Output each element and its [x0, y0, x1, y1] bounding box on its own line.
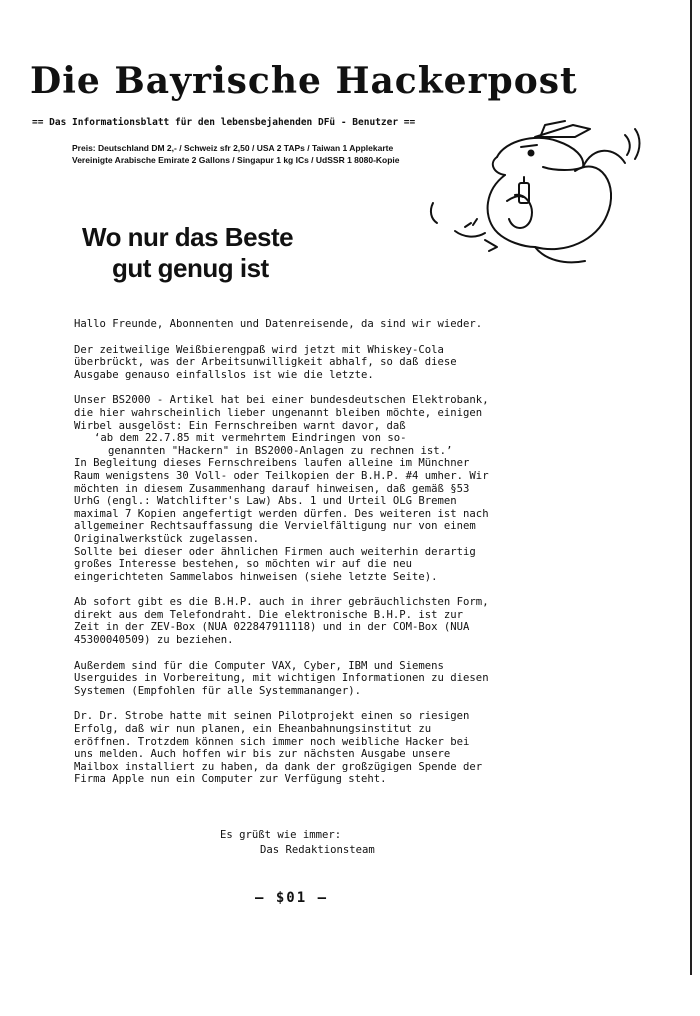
text-line: Raum wenigstens 30 Voll- oder Teilkopien der B.H.P. #4 umher. Wir	[74, 469, 489, 482]
text-line: die hier wahrscheinlich lieber ungenannt bleiben möchte, einigen	[74, 406, 483, 419]
article-body	[74, 318, 600, 799]
cartoon-mascot-illustration	[425, 115, 650, 275]
text-line: 45300040509) zu beziehen.	[74, 634, 234, 647]
headline	[82, 222, 293, 284]
closing-signature	[220, 828, 375, 858]
masthead-subtitle: == Das Informationsblatt für den lebensbejahenden DFü - Benutzer ==	[32, 117, 416, 128]
paragraph-bs2000	[74, 394, 600, 583]
text-line: UrhG (engl.: Watchlifter's Law) Abs. 1 und Urteil OLG Bremen	[74, 495, 457, 508]
text-line: Systemen (Empfohlen für alle Systemmananger).	[74, 684, 362, 697]
page-edge-line	[690, 0, 692, 975]
paragraph-userguides	[74, 660, 600, 698]
text-line: Dr. Dr. Strobe hatte mit seinen Pilotprojekt einen so riesigen	[74, 710, 470, 723]
text-line: ‘ab dem 22.7.85 mit vermehrtem Eindringen von so-	[94, 432, 407, 445]
text-line: Unser BS2000 - Artikel hat bei einer bundesdeutschen Elektrobank,	[74, 394, 489, 407]
text-line: allgemeiner Rechtsauffassung die Vervielfältigung nur von einem	[74, 520, 476, 533]
text-line: Wirbel ausgelöst: Ein Fernschreiben warnt davor, daß	[74, 419, 406, 432]
text-line: Erfolg, daß wir nun planen, ein Eheanbahnungsinstitut zu	[74, 723, 432, 736]
paragraph-strobe	[74, 710, 600, 786]
price-list	[72, 142, 400, 166]
text-line: Mailbox installiert zu haben, da dank der großzügigen Spende der	[74, 760, 483, 773]
headline-line: gut genug ist	[112, 253, 269, 283]
text-line: direkt aus dem Telefondraht. Die elektronische B.H.P. ist zur	[74, 608, 464, 621]
text-line: Userguides in Vorbereitung, mit wichtigen Informationen zu diesen	[74, 672, 489, 685]
text-line: möchten in diesem Zusammenhang darauf hinweisen, daß gemäß §53	[74, 482, 470, 495]
text-line: Zeit in der ZEV-Box (NUA 022847911118) und in der COM-Box (NUA	[74, 621, 470, 634]
headline-line: Wo nur das Beste	[82, 222, 294, 252]
price-line: Vereinigte Arabische Emirate 2 Gallons / Singapur 1 kg ICs / UdSSR 1 8080-Kopie	[72, 155, 400, 165]
text-line: Ausgabe genauso einfallslos ist wie die letzte.	[74, 368, 374, 381]
paragraph-greeting	[74, 318, 600, 331]
text-line: eingerichteten Sammelabos hinweisen (siehe letzte Seite).	[74, 570, 438, 583]
page-number: — $01 —	[255, 890, 329, 906]
text-line: großes Interesse bestehen, so möchten wir auf die neu	[74, 558, 413, 571]
masthead-title: Die Bayrische Hackerpost	[30, 60, 578, 102]
text-line: In Begleitung dieses Fernschreibens laufen alleine im Münchner	[74, 457, 470, 470]
text-line: Firma Apple nun ein Computer zur Verfügung steht.	[74, 773, 387, 786]
closing-line: Das Redaktionsteam	[260, 844, 375, 856]
text-line: überbrückt, was der Arbeitsunwilligkeit abhalf, so daß diese	[74, 356, 457, 369]
text-line: Der zeitweilige Weißbierengpaß wird jetzt mit Whiskey-Cola	[74, 343, 444, 356]
text-line: Außerdem sind für die Computer VAX, Cyber, IBM und Siemens	[74, 659, 444, 672]
text-line: uns melden. Auch hoffen wir bis zur nächsten Ausgabe unsere	[74, 748, 451, 761]
text-line: genannten "Hackern" in BS2000-Anlagen zu rechnen ist.’	[108, 444, 453, 457]
paragraph-electronic	[74, 596, 600, 646]
text-line: eröffnen. Trotzdem können sich immer noch weibliche Hacker bei	[74, 735, 470, 748]
closing-line: Es grüßt wie immer:	[220, 829, 342, 841]
text-line: Ab sofort gibt es die B.H.P. auch in ihrer gebräuchlichsten Form,	[74, 596, 489, 609]
text-line: maximal 7 Kopien angefertigt werden dürfen. Des weiteren ist nach	[74, 507, 489, 520]
price-line: Preis: Deutschland DM 2,- / Schweiz sfr 2,50 / USA 2 TAPs / Taiwan 1 Applekarte	[72, 143, 394, 153]
text-line: Originalwerkstück zugelassen.	[74, 532, 259, 545]
text-line: Hallo Freunde, Abonnenten und Datenreisende, da sind wir wieder.	[74, 318, 483, 330]
text-line: Sollte bei dieser oder ähnlichen Firmen auch weiterhin derartig	[74, 545, 476, 558]
paragraph-beer	[74, 344, 600, 382]
